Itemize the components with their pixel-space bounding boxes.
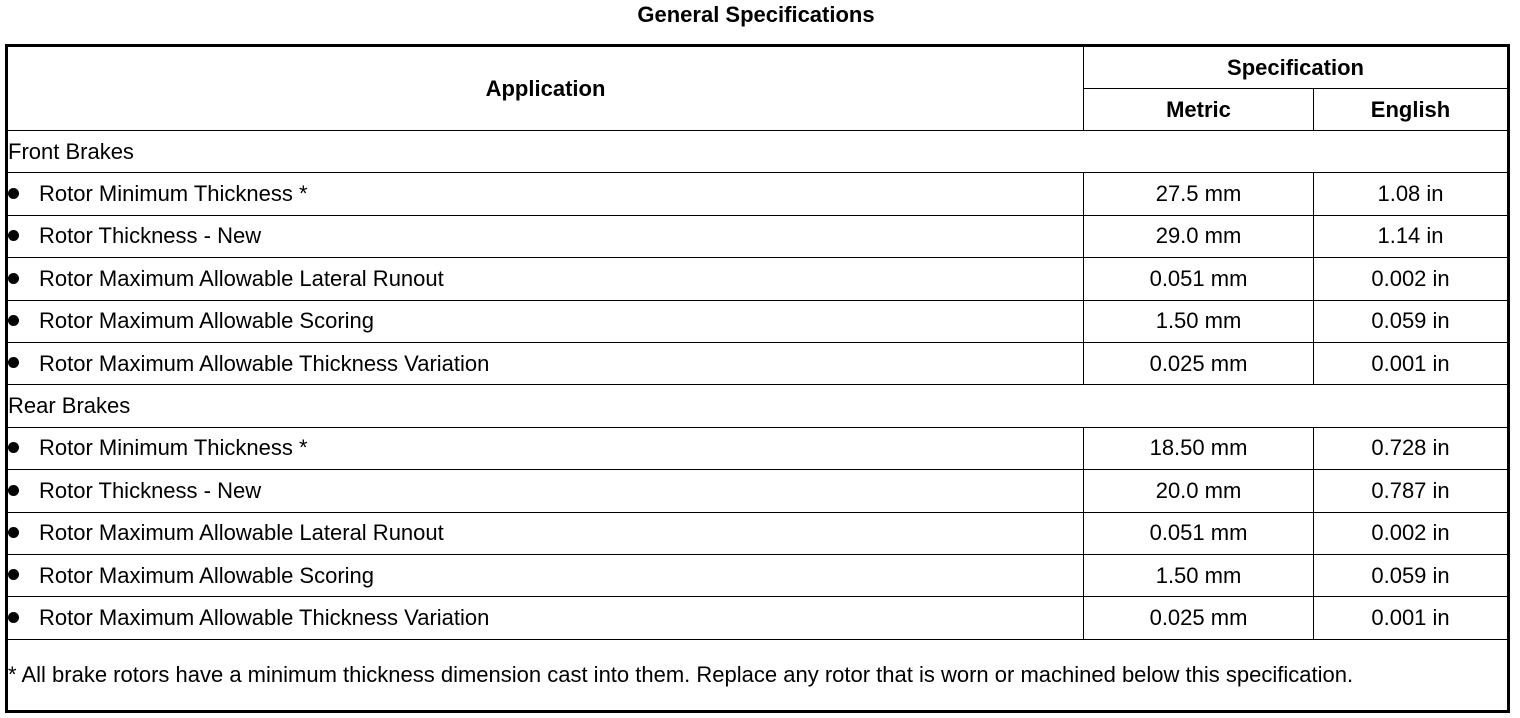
- table-row: [7, 215, 1509, 257]
- column-header-metric: Metric: [1084, 89, 1314, 131]
- english-value: 1.14 in: [1314, 215, 1509, 257]
- row-label: Rotor Maximum Allowable Thickness Variation: [39, 350, 490, 376]
- row-label: Rotor Maximum Allowable Scoring: [39, 562, 375, 588]
- table-row: [7, 258, 1509, 300]
- metric-value: 1.50 mm: [1084, 554, 1314, 596]
- row-label: Rotor Maximum Allowable Scoring: [39, 308, 375, 334]
- row-label: Rotor Minimum Thickness *: [39, 181, 308, 207]
- column-header-application: Application: [7, 46, 1084, 131]
- row-label: Rotor Maximum Allowable Lateral Runout: [39, 265, 444, 291]
- english-value: 0.059 in: [1314, 554, 1509, 596]
- table-row: [7, 554, 1509, 596]
- metric-value: 18.50 mm: [1084, 427, 1314, 469]
- row-label: Rotor Minimum Thickness *: [39, 435, 308, 461]
- bullet-icon: [8, 315, 19, 326]
- row-label: Rotor Maximum Allowable Thickness Variation: [39, 604, 490, 630]
- bullet-icon: [8, 273, 19, 284]
- bullet-icon: [8, 188, 19, 199]
- metric-value: 29.0 mm: [1084, 215, 1314, 257]
- english-value: 1.08 in: [1314, 173, 1509, 215]
- table-row: [7, 597, 1509, 639]
- section-row-front-brakes: [7, 131, 1509, 173]
- footnote: * All brake rotors have a minimum thickness dimension cast into them. Replace any rotor that is worn or machined below this specification.: [7, 639, 1509, 711]
- metric-value: 0.025 mm: [1084, 597, 1314, 639]
- section-row-rear-brakes: [7, 385, 1509, 427]
- english-value: 0.059 in: [1314, 300, 1509, 342]
- table-row: [7, 512, 1509, 554]
- metric-value: 0.051 mm: [1084, 258, 1314, 300]
- table-row: [7, 173, 1509, 215]
- bullet-icon: [8, 527, 19, 538]
- bullet-icon: [8, 569, 19, 580]
- metric-value: 1.50 mm: [1084, 300, 1314, 342]
- row-label: Rotor Thickness - New: [39, 477, 262, 503]
- metric-value: 27.5 mm: [1084, 173, 1314, 215]
- bullet-icon: [8, 357, 19, 368]
- table-row: [7, 427, 1509, 469]
- english-value: 0.001 in: [1314, 597, 1509, 639]
- english-value: 0.002 in: [1314, 258, 1509, 300]
- table-row: [7, 470, 1509, 512]
- bullet-icon: [8, 230, 19, 241]
- row-label: Rotor Thickness - New: [39, 223, 262, 249]
- metric-value: 20.0 mm: [1084, 470, 1314, 512]
- specifications-table: [5, 44, 1510, 713]
- bullet-icon: [8, 485, 19, 496]
- row-label: Rotor Maximum Allowable Lateral Runout: [39, 520, 444, 546]
- section-label: Rear Brakes: [7, 385, 1509, 427]
- metric-value: 0.051 mm: [1084, 512, 1314, 554]
- bullet-icon: [8, 442, 19, 453]
- page-title: General Specifications: [637, 2, 875, 27]
- english-value: 0.728 in: [1314, 427, 1509, 469]
- metric-value: 0.025 mm: [1084, 342, 1314, 384]
- section-label: Front Brakes: [7, 131, 1509, 173]
- bullet-icon: [8, 612, 19, 623]
- english-value: 0.001 in: [1314, 342, 1509, 384]
- table-row: [7, 342, 1509, 384]
- english-value: 0.787 in: [1314, 470, 1509, 512]
- table-row: [7, 300, 1509, 342]
- footnote-row: [7, 639, 1509, 711]
- column-header-english: English: [1314, 89, 1509, 131]
- english-value: 0.002 in: [1314, 512, 1509, 554]
- column-header-specification: Specification: [1084, 46, 1509, 89]
